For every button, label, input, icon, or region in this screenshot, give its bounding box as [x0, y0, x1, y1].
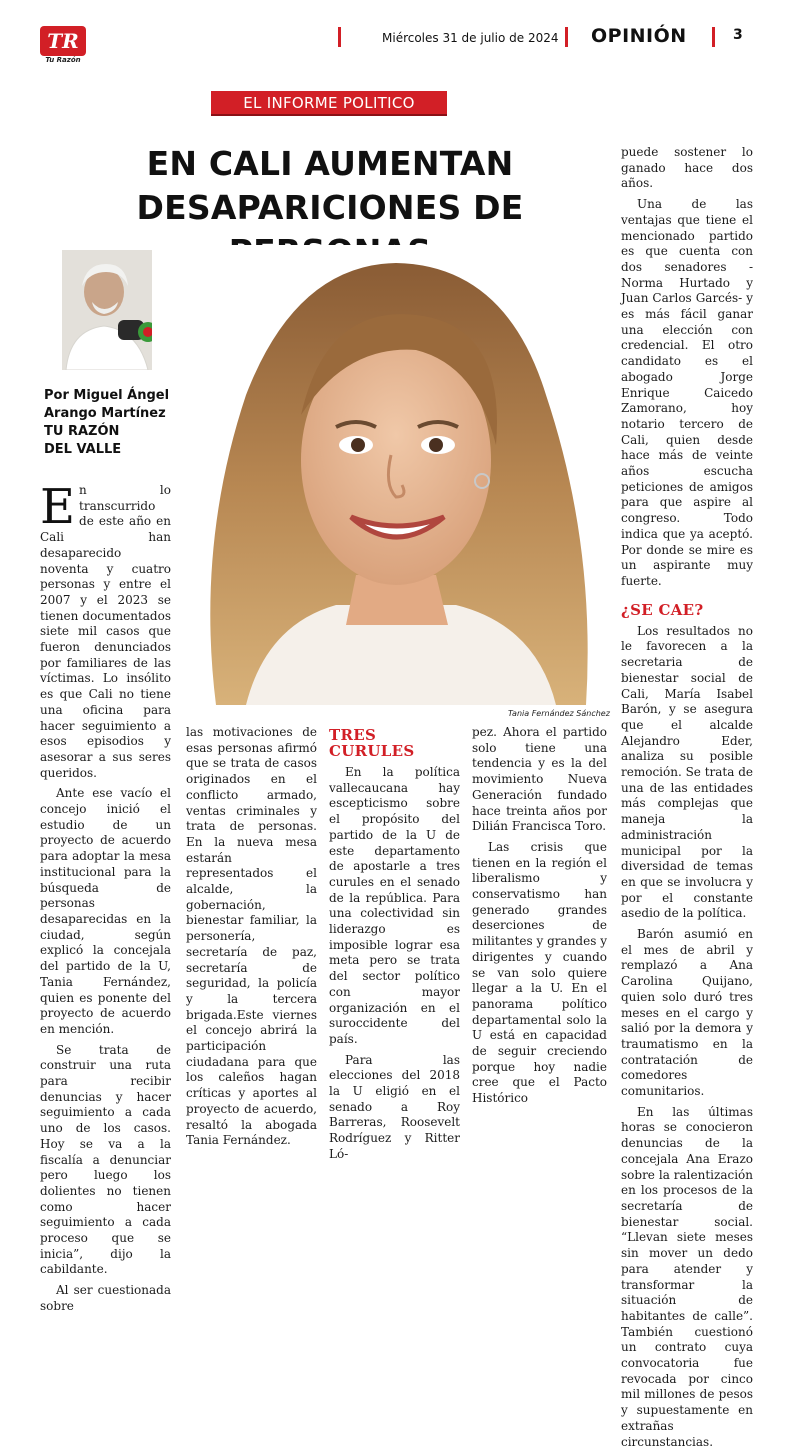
headline-line-2: DESAPARICIONES DE [136, 188, 524, 227]
article-paragraph: Para las elecciones del 2018 la U eligió en el senado a Roy Barreras, Roosevelt Rodríguez y Ritter Ló- [329, 1052, 460, 1161]
subheading: TRES CURULES [329, 726, 415, 760]
article-paragraph: Ante ese vacío el concejo inició el estudio de un proyecto de acuerdo para adoptar la mesa institucional para la búsqueda de personas desaparecidas en la ciudad, según explicó la concejala del partido de la U, Tania Fernández, quien es ponente del proyecto de acuerdo en mención. [40, 786, 171, 1036]
header-divider [712, 27, 715, 47]
article-column-3 [329, 725, 460, 1168]
photo-caption: Tania Fernández Sánchez [508, 709, 610, 718]
author-name-line-2: Arango Martínez [44, 406, 166, 421]
header-divider [338, 27, 341, 47]
article-paragraph: En las últimas horas se conocieron denuncias de la concejala Ana Erazo sobre la ralentización en los procesos de la secretaría de bienestar social. “Llevan siete meses sin mover un dedo para atender y transformar la situación de habitantes de calle”. También cuestionó un contrato cuya convocatoria fue revocada por cinco mil millones de pesos y supuestamente en extrañas circunstancias. [621, 1104, 753, 1449]
portrait-illustration [186, 245, 606, 705]
article-column-1 [40, 479, 171, 1320]
header-divider [565, 27, 568, 47]
main-photo [186, 245, 606, 705]
author-name-line-1: Por Miguel Ángel [44, 388, 170, 403]
section-name: OPINIÓN [591, 25, 687, 47]
article-paragraph: Los resultados no le favorecen a la secretaria de bienestar social de Cali, María Isabel Barón, y se asegura que el alcalde Alejandro Eder, analiza su posible remoción. Se trata de una de las entidades más complejas que maneja la administración municipal por la diversidad de temas en que se involucra y por el constante asedio de la política. [621, 623, 754, 921]
author-outlet-line-2: DEL VALLE [44, 442, 122, 457]
subheading: ¿SE CAE? [621, 600, 704, 619]
article-paragraph: Se trata de construir una ruta para recibir denuncias y hacer seguimiento a cada uno de los casos. Hoy se va a la fiscalía a denunciar pero luego los dolientes no tienen como hacer seguimiento a cada proceso que se inicia”, dijo la cabildante. [40, 1042, 171, 1277]
author-portrait-illustration [62, 250, 152, 370]
issue-date: Miércoles 31 de julio de 2024 [382, 31, 559, 45]
author-photo [62, 250, 152, 370]
article-column-4 [472, 725, 607, 1112]
headline-line-1: EN CALI AUMENTAN [146, 144, 514, 183]
logo-mark: TR [40, 26, 86, 56]
drop-cap: E [40, 479, 76, 535]
column-kicker: EL INFORME POLITICO [211, 91, 447, 116]
article-paragraph: En la política vallecaucana hay escepticismo sobre el propósito del partido de la U de este departamento de apostarle a tres curules en el senado de la república. Para una colectividad sin liderazgo es imposible lograr esa meta pero se trata del sector político con mayor organización en el suroccidente del país. [329, 765, 460, 1046]
article-paragraph: Las crisis que tienen en la región el liberalismo y conservatismo han generado grandes deserciones de militantes y grandes y dirigentes y cuando se van solo quiere llegar a la U. En el panorama político departamental solo la U está en capacidad de seguir creciendo porque hoy nadie cree que el Pacto Histórico [472, 839, 607, 1106]
newspaper-logo [40, 26, 86, 66]
author-outlet-line-1: TU RAZÓN [44, 424, 120, 439]
author-credit [44, 387, 184, 459]
article-column-5 [621, 145, 753, 1455]
article-paragraph: Barón asumió en el mes de abril y remplazó a Ana Carolina Quijano, quien solo duró tres meses en el cargo y salió por la demora y traumatismo en la contratación de comedores comunitarios. [621, 927, 753, 1099]
logo-subtext: Tu Razón [45, 56, 81, 64]
paragraph-text: n lo transcurrido de este año en Cali han desaparecido noventa y cuatro personas y entre el 2007 y el 2023 se tienen documentados siete mil casos que fueron denunciados por familiares de las víctimas. Lo insólito es que Cali no tiene una oficina para hacer seguimiento a esos episodios y asesorar a sus seres queridos. [40, 483, 171, 780]
article-paragraph [40, 479, 171, 781]
article-paragraph: pez. Ahora el partido solo tiene una tendencia y es la del movimiento Nueva Generación fundado hace treinta años por Dilián Francisca Toro. [472, 725, 607, 834]
article-paragraph: Al ser cuestionada sobre [40, 1283, 171, 1313]
article-column-2 [186, 725, 317, 1154]
article-paragraph: puede sostener lo ganado hace dos años. [621, 145, 753, 191]
article-paragraph: Una de las ventajas que tiene el mencionado partido es que cuenta con dos senadores -Norma Hurtado y Juan Carlos Garcés- y es más fácil ganar una elección con credencial. El otro candidato es el abogado Jorge Enrique Caicedo Zamorano, hoy notario tercero de Cali, quien desde hace más de veinte años escucha peticiones de amigos para que aspire al congreso. Todo indica que ya aceptó. Por donde se mire es un aspirante muy fuerte. [621, 197, 753, 588]
article-paragraph: las motivaciones de esas personas afirmó que se trata de casos originados en el conflicto armado, ventas criminales y trata de personas. En la nueva mesa estarán representados el alcalde, la gobernación, bienestar familiar, la personería, secretaría de paz, secretaría de seguridad, la policía y la tercera brigada.Este viernes el concejo abrirá la participación ciudadana para que los caleños hagan críticas y aportes al proyecto de acuerdo, resaltó la abogada Tania Fernández. [186, 725, 317, 1148]
page-number: 3 [733, 27, 743, 43]
